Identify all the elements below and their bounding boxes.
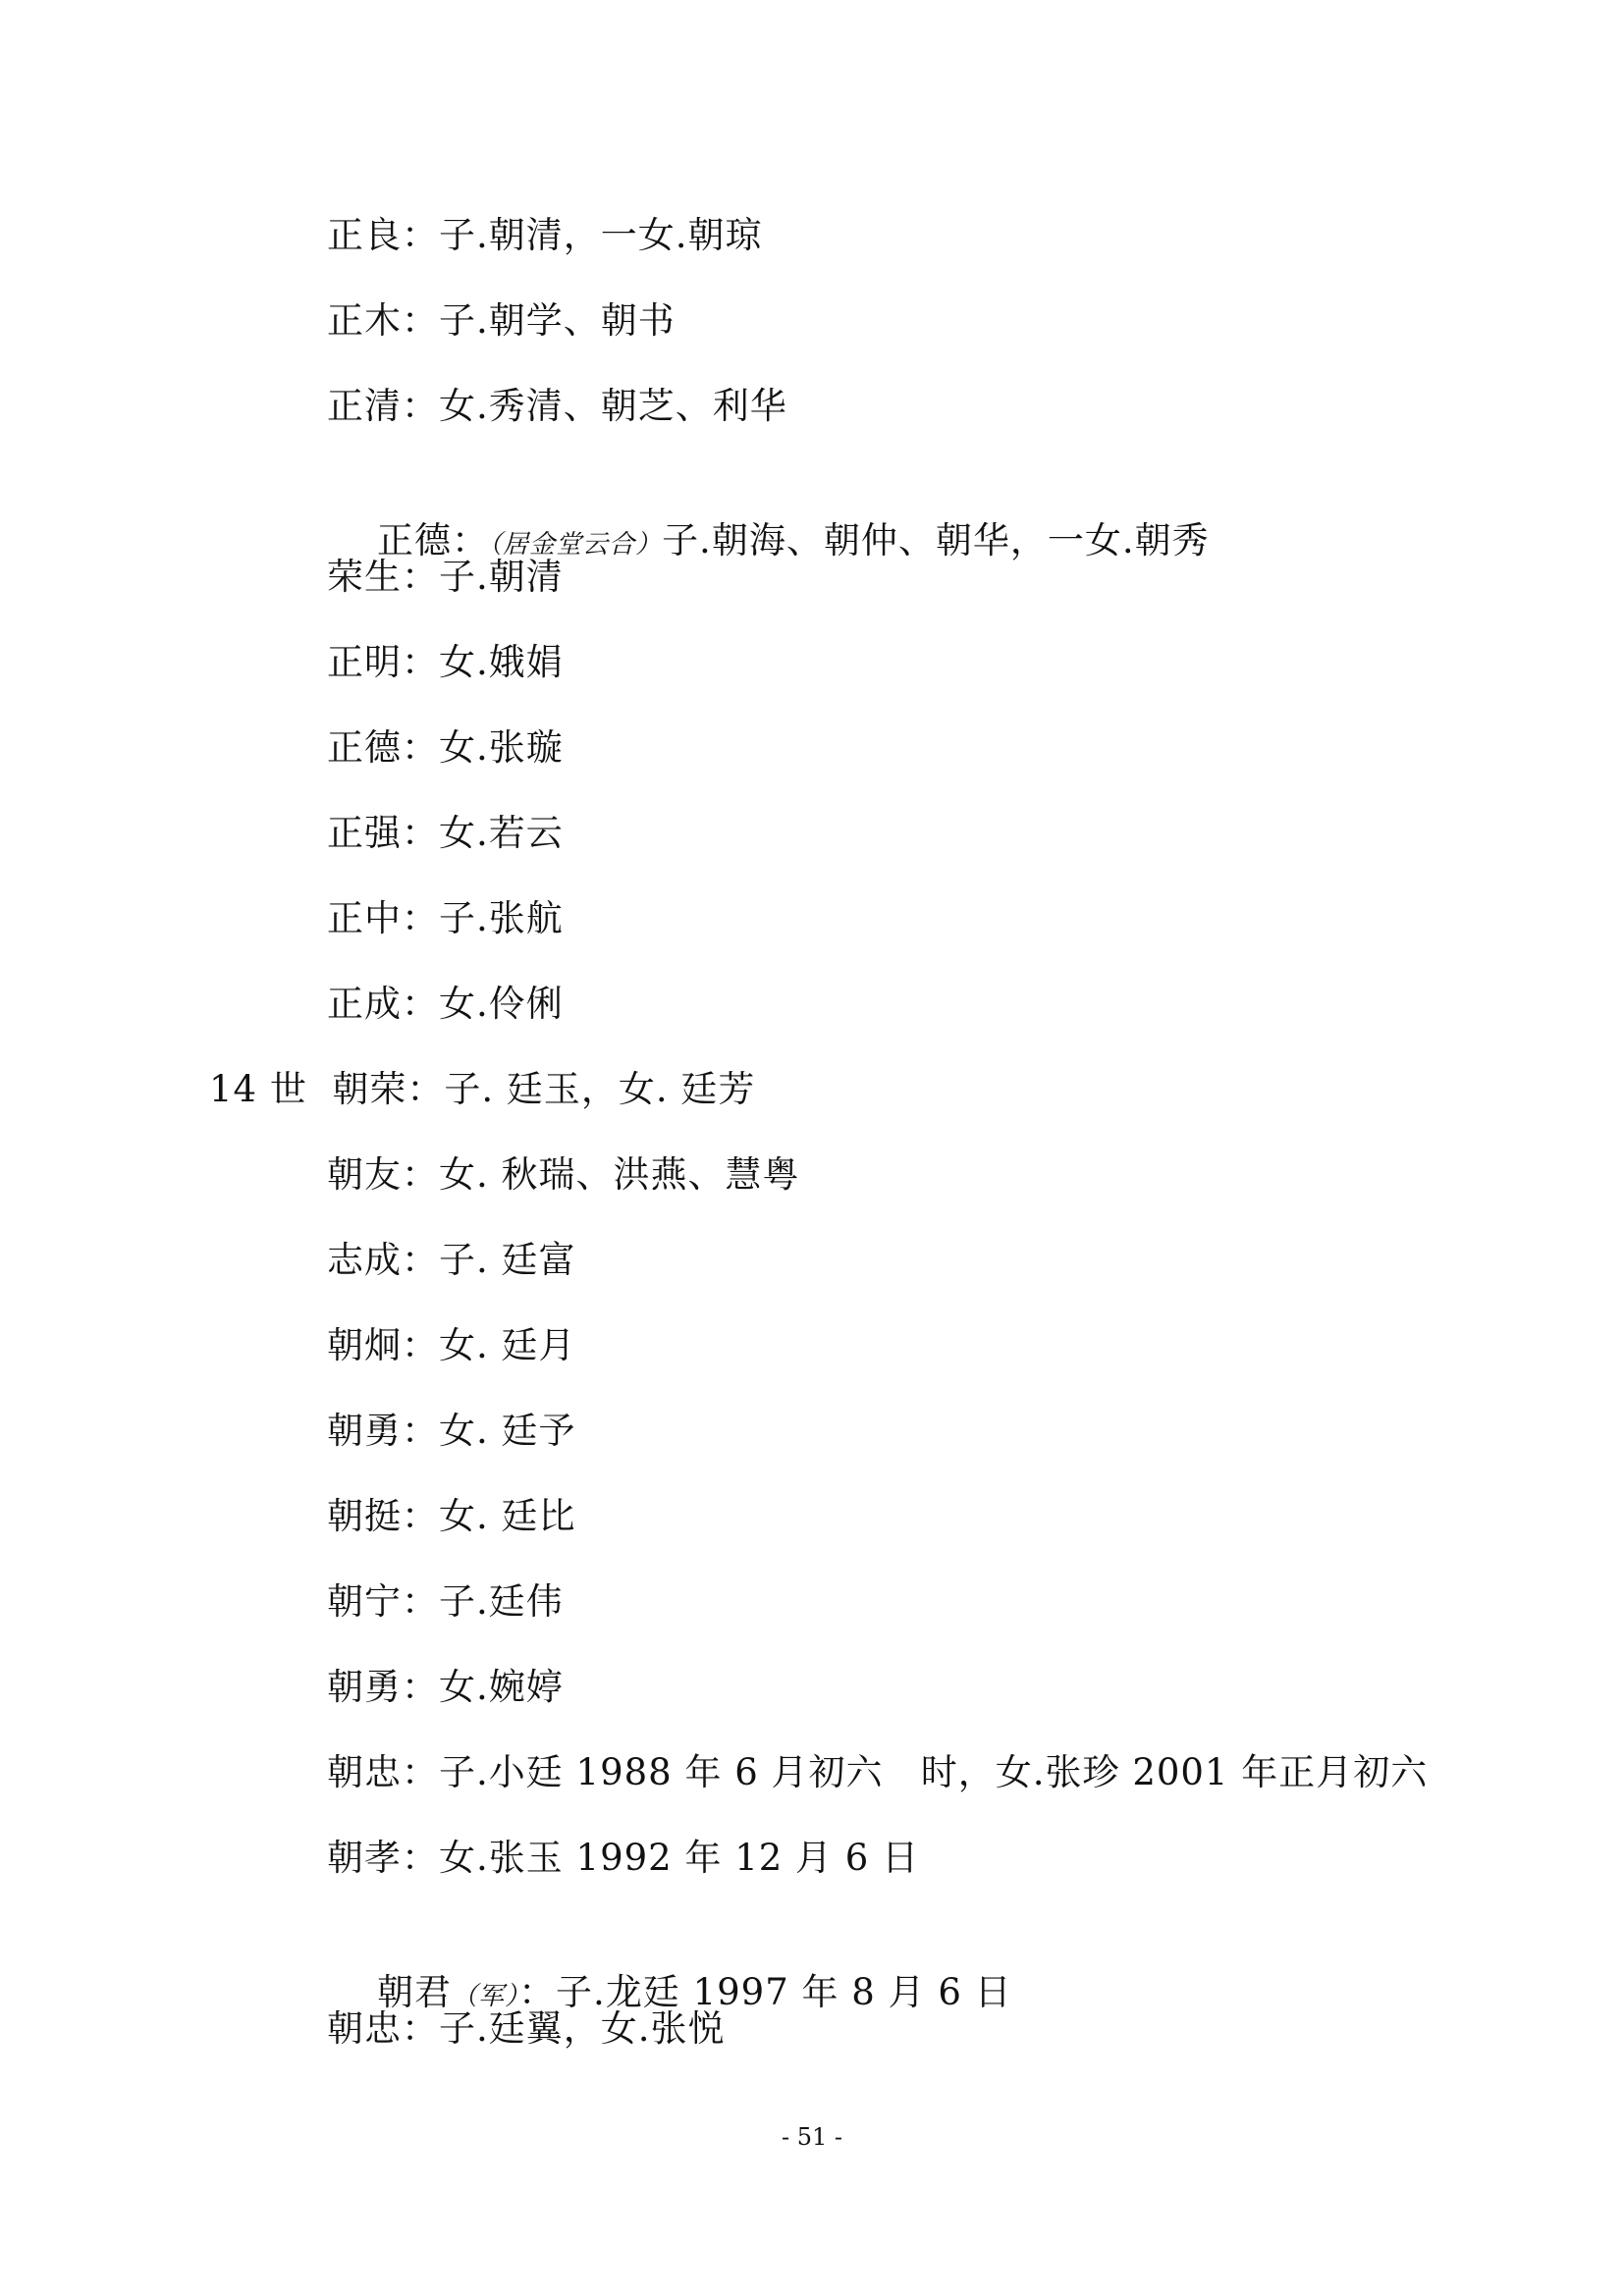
text-line: 正清：女.秀清、朝芝、利华 [327, 385, 787, 427]
text-line: 正良：子.朝清，一女.朝琼 [327, 214, 763, 256]
text-line: 朝孝：女.张玉 1992 年 12 月 6 日 [327, 1837, 920, 1879]
text-line: 正成：女.伶俐 [327, 983, 564, 1025]
text-line: 正强：女.若云 [327, 812, 564, 854]
text-line: 朝友：女. 秋瑞、洪燕、慧粤 [327, 1153, 800, 1196]
text-line: 正德：女.张璇 [327, 726, 564, 769]
text-line: 朝勇：女. 廷予 [327, 1410, 576, 1452]
inline-note: （军） [452, 1982, 519, 2011]
page-number: - 51 - [781, 2123, 842, 2151]
line-lead: 正德： [377, 519, 490, 561]
text-line: 朝忠：子.小廷 1988 年 6 月初六 时，女.张珍 2001 年正月初六 [327, 1751, 1429, 1793]
line-tail: ：子.龙廷 1997 年 8 月 6 日 [518, 1971, 1012, 2013]
text-line: 朝勇：女.婉婷 [327, 1666, 564, 1708]
generation-line: 14 世 朝荣：子. 廷玉，女. 廷芳 [209, 1068, 756, 1110]
text-line: 朝忠：子.廷翼，女.张悦 [327, 2007, 726, 2050]
text-line: 志成：子. 廷富 [327, 1239, 576, 1281]
text-line: 朝炯：女. 廷月 [327, 1324, 576, 1366]
text-line: 正木：子.朝学、朝书 [327, 299, 676, 342]
text-line: 朝挺：女. 廷比 [327, 1495, 576, 1537]
text-line: 正明：女.娥娟 [327, 641, 564, 683]
text-line: 正中：子.张航 [327, 897, 564, 939]
line-tail: 子.朝海、朝仲、朝华，一女.朝秀 [662, 519, 1210, 561]
line-lead: 朝君 [377, 1971, 453, 2013]
text-line: 荣生：子.朝清 [327, 556, 564, 598]
text-line: 朝宁：子.廷伟 [327, 1580, 564, 1623]
inline-note: （居金堂云合） [489, 530, 663, 560]
